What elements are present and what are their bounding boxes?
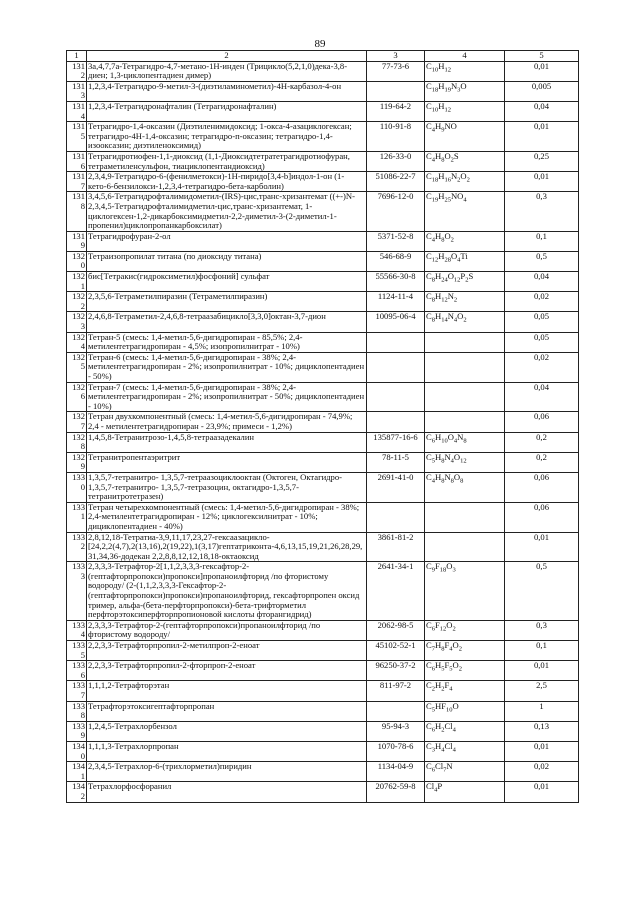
cas-number: 2691-41-0	[367, 472, 425, 502]
cas-number: 95-94-3	[367, 721, 425, 741]
substance-name: 2,8,12,18-Тетратиа-3,9,11,17,23,27-гексаазацикло-[24,2,2(4,7),2(13,16),2(19,22),1(3,17)гептатриконта-4,6,13,15,19,21,26,28,29,31,34,36-додекан 2,2,8,8,12,12,18,18-октаоксид	[87, 532, 367, 562]
substance-name: 3,4,5,6-Тетрагидрофталимидометил-(IRS)-цис,транс-хризантемат ((+-)N-2,3,4,5-Тетрагидрофталимидметил-цис,транс-хризантемат, 1-циклогексен-1,2-дикарбоксимидметил-2,2-диметил-3-(2-диметил-1-пропенил)циклопропанкарбоксилат)	[87, 192, 367, 231]
substance-name: 2,2,3,3-Тетрафторпропил-2-фторпроп-2-еноат	[87, 661, 367, 681]
chemical-formula: $C_6H_2Cl_4$	[425, 721, 505, 741]
limit-value: 0,5	[505, 251, 579, 271]
row-number: 1317	[67, 172, 87, 192]
column-header: 2	[87, 51, 367, 62]
chemical-formula: $C_6H_5F_5O_2$	[425, 661, 505, 681]
substance-name: Тетраизопропилат титана (по диоксиду титана)	[87, 251, 367, 271]
chemical-formula: $C_6H_{10}O_4N_8$	[425, 432, 505, 452]
substance-name: Тетран двухкомпонентный (смесь: 1,4-метил-5,6-дигидропиран - 74,9%; 2,4 - метилентетрагидропиран - 23,9%; примеси - 1,2%)	[87, 412, 367, 432]
cas-number: 20762-59-8	[367, 782, 425, 802]
cas-number	[367, 382, 425, 412]
row-number: 1313	[67, 81, 87, 101]
table-row	[67, 681, 579, 701]
cas-number: 10095-06-4	[367, 312, 425, 332]
table-row	[67, 332, 579, 352]
limit-value: 0,06	[505, 502, 579, 532]
cas-number	[367, 701, 425, 721]
row-number: 1335	[67, 641, 87, 661]
substance-name: 2,3,3,3-Тетрафтор-2[1,1,2,3,3,3-гексафтор-2-(гептафторпропокси)пропокси]пропаноилфторид /по фтористому водороду/ (2-(1,1,2,3,3,3-Гексафтор-2-(гептафторпропокси)пропокси)пропаноилфторид, гексафторпропен оксид тример, альфа-(бета-перфторпропокси)-бета-трифторметил перфторэтоксиперфторпропионовой кислоты фторангидрид)	[87, 562, 367, 621]
limit-value: 0,01	[505, 172, 579, 192]
limit-value: 2,5	[505, 681, 579, 701]
table-row	[67, 620, 579, 640]
substance-name: 1,1,1,3-Тетрахлорпропан	[87, 741, 367, 761]
cas-number: 811-97-2	[367, 681, 425, 701]
row-number: 1334	[67, 620, 87, 640]
header-row	[67, 51, 579, 62]
chemical-formula: $C_{10}H_{12}$	[425, 101, 505, 121]
limit-value: 0,5	[505, 562, 579, 621]
cas-number	[367, 412, 425, 432]
substance-name: Тетрагидротиофен-1,1-диоксид (1,1-Диоксидтетратетрагидротиофуран, тетраметиленсульфон, тиациклопентандиоксид)	[87, 151, 367, 171]
row-number: 1315	[67, 122, 87, 152]
chemical-formula	[425, 532, 505, 562]
limit-value: 0,05	[505, 312, 579, 332]
limit-value: 0,01	[505, 532, 579, 562]
row-number: 1337	[67, 681, 87, 701]
table-row	[67, 532, 579, 562]
limit-value: 1	[505, 701, 579, 721]
limit-value: 0,06	[505, 412, 579, 432]
substance-name: 3a,4,7,7a-Тетрагидро-4,7-метано-1Н-инден (Трицикло(5,2,1,0)дека-3,8-диен; 1,3-циклопентадиен димер)	[87, 61, 367, 81]
table-row	[67, 762, 579, 782]
limit-value: 0,1	[505, 641, 579, 661]
table-row	[67, 251, 579, 271]
chemical-formula: $C_6Cl_7N$	[425, 762, 505, 782]
row-number: 1324	[67, 332, 87, 352]
chemical-formula: $C_4H_8O_2$	[425, 231, 505, 251]
row-number: 1338	[67, 701, 87, 721]
row-number: 1323	[67, 312, 87, 332]
limit-value: 0,02	[505, 352, 579, 382]
substance-name: Тетрагидрофуран-2-ол	[87, 231, 367, 251]
row-number: 1320	[67, 251, 87, 271]
cas-number: 2062-98-5	[367, 620, 425, 640]
cas-number: 119-64-2	[367, 101, 425, 121]
limit-value: 0,01	[505, 782, 579, 802]
limit-value: 0,005	[505, 81, 579, 101]
cas-number	[367, 332, 425, 352]
cas-number: 126-33-0	[367, 151, 425, 171]
chemical-formula: $C_2H_2F_4$	[425, 681, 505, 701]
limit-value: 0,04	[505, 101, 579, 121]
cas-number: 1124-11-4	[367, 292, 425, 312]
cas-number: 5371-52-8	[367, 231, 425, 251]
column-header: 3	[367, 51, 425, 62]
chemical-formula: $C_8H_{24}O_{12}P_2S$	[425, 272, 505, 292]
chemical-formula	[425, 352, 505, 382]
cas-number	[367, 352, 425, 382]
row-number: 1325	[67, 352, 87, 382]
substance-name: 2,2,3,3-Тетрафторпропил-2-метилпроп-2-еноат	[87, 641, 367, 661]
limit-value: 0,01	[505, 741, 579, 761]
substance-name: 2,4,6,8-Тетраметил-2,4,6,8-тетраазабицикло[3,3,0]октан-3,7-дион	[87, 312, 367, 332]
cas-number: 96250-37-2	[367, 661, 425, 681]
limit-value: 0,2	[505, 432, 579, 452]
substance-name: 1,1,1,2-Тетрафторэтан	[87, 681, 367, 701]
chemical-formula: $C_4H_8O_2S$	[425, 151, 505, 171]
chemical-formula: $C_5HF_{10}O$	[425, 701, 505, 721]
row-number: 1322	[67, 292, 87, 312]
substance-name: бис[Тетракис(гидроксиметил)фосфоний] сульфат	[87, 272, 367, 292]
row-number: 1321	[67, 272, 87, 292]
substance-name: Тетран-6 (смесь: 1,4-метил-5,6-дигидропиран - 38%; 2,4-метилентетрагидропиран - 2%; изопропилнитрат - 10%; дициклопентадиен - 50%)	[87, 352, 367, 382]
limit-value: 0,04	[505, 272, 579, 292]
table-row	[67, 782, 579, 802]
limit-value: 0,02	[505, 292, 579, 312]
chemical-formula: $C_{18}H_{16}N_2O_2$	[425, 172, 505, 192]
limit-value: 0,01	[505, 661, 579, 681]
cas-number: 3861-81-2	[367, 532, 425, 562]
table-row	[67, 122, 579, 152]
row-number: 1328	[67, 432, 87, 452]
row-number: 1319	[67, 231, 87, 251]
cas-number: 110-91-8	[367, 122, 425, 152]
table-row	[67, 81, 579, 101]
chemical-formula: $C_7H_8F_4O_2$	[425, 641, 505, 661]
cas-number: 78-11-5	[367, 452, 425, 472]
row-number: 1339	[67, 721, 87, 741]
row-number: 1342	[67, 782, 87, 802]
chemical-formula: $C_{10}H_{12}$	[425, 61, 505, 81]
limit-value: 0,01	[505, 61, 579, 81]
table-row	[67, 661, 579, 681]
substance-name: 2,3,5,6-Тетраметилпиразин (Тетраметилпиразин)	[87, 292, 367, 312]
chemical-formula: $C_9F_{18}O_3$	[425, 562, 505, 621]
row-number: 1340	[67, 741, 87, 761]
substance-name: Тетран-7 (смесь: 1,4-метил-5,6-дигидропиран - 38%; 2,4-метилентетрагидропиран - 2%; изопропилнитрат - 50%; дициклопентадиен - 10%)	[87, 382, 367, 412]
table-row	[67, 701, 579, 721]
row-number: 1327	[67, 412, 87, 432]
column-header: 1	[67, 51, 87, 62]
table-row	[67, 151, 579, 171]
table-row	[67, 721, 579, 741]
limit-value: 0,1	[505, 231, 579, 251]
limit-value: 0,05	[505, 332, 579, 352]
chemical-formula: $C_5H_8N_4O_{12}$	[425, 452, 505, 472]
substance-name: Тетранитропентаэритрит	[87, 452, 367, 472]
substance-name: 2,3,4,5-Тетрахлор-6-(трихлорметил)пиридин	[87, 762, 367, 782]
row-number: 1314	[67, 101, 87, 121]
cas-number: 7696-12-0	[367, 192, 425, 231]
table-row	[67, 172, 579, 192]
table-row	[67, 562, 579, 621]
limit-value: 0,25	[505, 151, 579, 171]
substance-name: 1,2,4,5-Тетрахлорбензол	[87, 721, 367, 741]
row-number: 1333	[67, 562, 87, 621]
row-number: 1316	[67, 151, 87, 171]
table-row	[67, 292, 579, 312]
substance-name: 1,2,3,4-Тетрагидронафталин (Тетрагидронафталин)	[87, 101, 367, 121]
limit-value: 0,13	[505, 721, 579, 741]
table-row	[67, 382, 579, 412]
cas-number: 2641-34-1	[367, 562, 425, 621]
row-number: 1329	[67, 452, 87, 472]
substance-name: Тетрагидро-1,4-оксазин (Диэтиленимидоксид; 1-окса-4-азациклогексан; тетрагидро-4Н-1,4-оксазин; тетрагидро-п-оксазин; тетрагидро-1,4-изооксазин; диэтиленоксимид)	[87, 122, 367, 152]
row-number: 1341	[67, 762, 87, 782]
chemical-formula	[425, 332, 505, 352]
limit-value: 0,02	[505, 762, 579, 782]
row-number: 1336	[67, 661, 87, 681]
column-header: 5	[505, 51, 579, 62]
substance-name: 1,3,5,7-тетранитро- 1,3,5,7-тетраазоциклооктан (Октоген, Октагидро- 1,3,5,7-тетранитро- 1,3,5,7-тетразоцин, октагидро-1,3,5,7- тетранитротетразен)	[87, 472, 367, 502]
chemical-formula: $C_{19}H_{25}NO_4$	[425, 192, 505, 231]
table-row	[67, 502, 579, 532]
table-row	[67, 272, 579, 292]
row-number: 1330	[67, 472, 87, 502]
limit-value: 0,01	[505, 122, 579, 152]
row-number: 1318	[67, 192, 87, 231]
cas-number: 1134-04-9	[367, 762, 425, 782]
table-row	[67, 192, 579, 231]
cas-number: 1070-78-6	[367, 741, 425, 761]
row-number: 1312	[67, 61, 87, 81]
table-body	[67, 61, 579, 802]
chemical-formula: $C_{12}H_{28}O_4Ti$	[425, 251, 505, 271]
cas-number	[367, 81, 425, 101]
cas-number: 77-73-6	[367, 61, 425, 81]
cas-number: 51086-22-7	[367, 172, 425, 192]
substance-name: 1,2,3,4-Тетрагидро-9-метил-3-(диэтиламинометил)-4Н-карбазол-4-он	[87, 81, 367, 101]
row-number: 1332	[67, 532, 87, 562]
substance-name: Тетрафторэтоксигептафторпропан	[87, 701, 367, 721]
table-row	[67, 741, 579, 761]
chemical-formula: $C_3H_4Cl_4$	[425, 741, 505, 761]
table-row	[67, 101, 579, 121]
chemical-formula: $C_8H_{12}N_2$	[425, 292, 505, 312]
table-row	[67, 231, 579, 251]
chemical-formula	[425, 412, 505, 432]
chemical-formula: $C_{18}H_{19}N_3O$	[425, 81, 505, 101]
chemical-formula: $C_8H_{14}N_4O_2$	[425, 312, 505, 332]
chemical-formula: $C_4H_9NO$	[425, 122, 505, 152]
limit-value: 0,06	[505, 472, 579, 502]
cas-number: 55566-30-8	[367, 272, 425, 292]
table-row	[67, 472, 579, 502]
row-number: 1331	[67, 502, 87, 532]
table-row	[67, 452, 579, 472]
table-row	[67, 641, 579, 661]
limit-value: 0,3	[505, 620, 579, 640]
limit-value: 0,04	[505, 382, 579, 412]
table-row	[67, 352, 579, 382]
substances-table	[66, 50, 579, 803]
chemical-formula: $C_6F_{12}O_2$	[425, 620, 505, 640]
chemical-formula: $C_4H_8N_8O_8$	[425, 472, 505, 502]
substance-name: Тетрахлорфосфоранил	[87, 782, 367, 802]
cas-number: 135877-16-6	[367, 432, 425, 452]
chemical-formula	[425, 502, 505, 532]
substance-name: Тетран четырехкомпонентный (смесь: 1,4-метил-5,6-дигидропиран - 38%; 2,4-метилентетрагидропиран - 12%; циклогексилнитрат - 10%; дициклопентадиен - 40%)	[87, 502, 367, 532]
limit-value: 0,2	[505, 452, 579, 472]
cas-number	[367, 502, 425, 532]
limit-value: 0,3	[505, 192, 579, 231]
chemical-formula: $Cl_4P$	[425, 782, 505, 802]
substance-name: 1,4,5,8-Тетранитрозо-1,4,5,8-тетраазадекалин	[87, 432, 367, 452]
substance-name: 2,3,3,3-Тетрафтор-2-(гептафторпропокси)пропаноилфторид /по фтористому водороду/	[87, 620, 367, 640]
row-number: 1326	[67, 382, 87, 412]
table-row	[67, 312, 579, 332]
column-header: 4	[425, 51, 505, 62]
table-row	[67, 412, 579, 432]
page-number: 89	[314, 38, 326, 50]
substance-name: Тетран-5 (смесь: 1,4-метил-5,6-дигидропиран - 85,5%; 2,4-метилентетрагидропиран - 4,5%; изопропилнитрат - 10%)	[87, 332, 367, 352]
substance-name: 2,3,4,9-Тетрагидро-6-(фенилметокси)-1Н-пиридо[3,4-b]индол-1-он (1-кето-6-бензилокси-1,2,3,4-тетрагидро-бета-карболин)	[87, 172, 367, 192]
table-row	[67, 432, 579, 452]
cas-number: 45102-52-1	[367, 641, 425, 661]
cas-number: 546-68-9	[367, 251, 425, 271]
table-row	[67, 61, 579, 81]
chemical-formula	[425, 382, 505, 412]
